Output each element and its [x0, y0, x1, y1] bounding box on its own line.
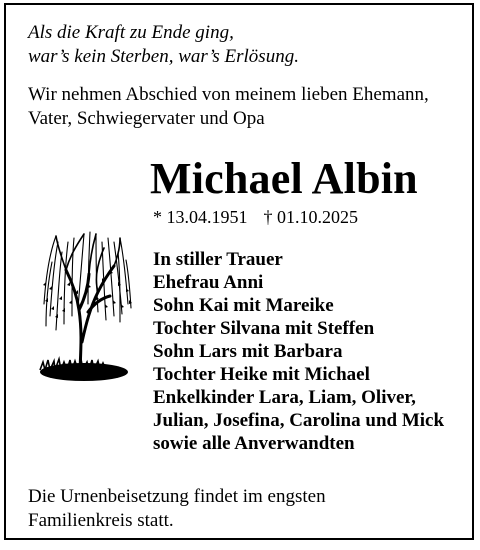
poem-line: Als die Kraft zu Ende ging,: [28, 22, 234, 43]
mourner-line: Julian, Josefina, Carolina und Mick: [153, 410, 445, 431]
mourner-line: Enkelkinder Lara, Liam, Oliver,: [153, 387, 416, 408]
closing-line: Familienkreis statt.: [28, 510, 174, 531]
mourner-line: In stiller Trauer: [153, 249, 283, 270]
weeping-willow-icon: [32, 212, 136, 388]
farewell-intro: [28, 83, 429, 131]
mourner-line: Sohn Kai mit Mareike: [153, 295, 334, 316]
intro-line: Vater, Schwiegervater und Opa: [28, 108, 265, 129]
mourner-line: sowie alle Anverwandten: [153, 433, 355, 454]
mourner-line: Tochter Heike mit Michael: [153, 364, 370, 385]
deceased-name: Michael Albin: [150, 154, 418, 203]
mourner-line: Sohn Lars mit Barbara: [153, 341, 343, 362]
poem-line: war’s kein Sterben, war’s Erlösung.: [28, 46, 299, 67]
burial-note: [28, 485, 326, 533]
birth-date: * 13.04.1951: [153, 207, 248, 227]
life-dates: [153, 206, 374, 228]
poem: [28, 21, 299, 69]
closing-line: Die Urnenbeisetzung findet im engsten: [28, 486, 326, 507]
death-date: † 01.10.2025: [263, 207, 358, 227]
mourner-line: Tochter Silvana mit Steffen: [153, 318, 375, 339]
mourner-line: Ehefrau Anni: [153, 272, 264, 293]
tree-trunk: [66, 266, 114, 370]
intro-line: Wir nehmen Abschied von meinem lieben Ehemann,: [28, 84, 429, 105]
obituary-notice: [4, 3, 474, 540]
mourners-list: [153, 248, 444, 455]
ground-shadow: [40, 363, 128, 381]
